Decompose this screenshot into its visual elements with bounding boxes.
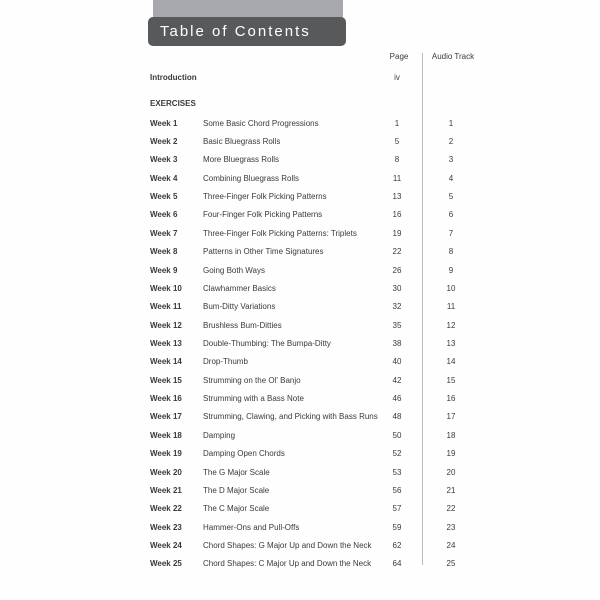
audio-track-number: 25 [446, 559, 456, 569]
toc-row [148, 353, 479, 371]
toc-row [148, 132, 479, 150]
audio-track-number: 13 [446, 338, 456, 348]
introduction-row [148, 68, 479, 86]
week-label: Week 10 [150, 283, 182, 293]
toc-row [148, 408, 479, 426]
page-number: 8 [394, 155, 400, 165]
week-label: Week 6 [150, 210, 178, 220]
exercise-title: Basic Bluegrass Rolls [203, 137, 281, 147]
toc-row [148, 481, 479, 499]
toc-row [148, 426, 479, 444]
audio-track-number: 11 [446, 302, 456, 312]
toc-row [148, 371, 479, 389]
column-header-audio-track: Audio Track [431, 52, 475, 61]
introduction-page-number: iv [394, 72, 400, 82]
page-number: 62 [392, 540, 402, 550]
week-label: Week 14 [150, 357, 182, 367]
toc-row [148, 279, 479, 297]
week-label: Week 17 [150, 412, 182, 422]
exercise-title: Damping [203, 430, 236, 440]
exercise-title: Clawhammer Basics [203, 283, 276, 293]
exercise-title: Chord Shapes: G Major Up and Down the Neck [203, 540, 372, 550]
toc-row [148, 518, 479, 536]
week-label: Week 23 [150, 522, 182, 532]
exercise-title: Bum-Ditty Variations [203, 302, 276, 312]
exercise-title: Drop-Thumb [203, 357, 248, 367]
week-label: Week 18 [150, 430, 182, 440]
page-number: 5 [394, 137, 400, 147]
page-number: 35 [392, 320, 402, 330]
toc-row [148, 206, 479, 224]
column-header-page: Page [381, 52, 417, 600]
audio-track-number: 15 [446, 375, 456, 385]
exercise-title: Patterns in Other Time Signatures [203, 247, 324, 257]
audio-track-number: 22 [446, 504, 456, 514]
exercise-title: Double-Thumbing: The Bumpa-Ditty [203, 338, 331, 348]
page-number: 30 [392, 283, 402, 293]
week-label: Week 25 [150, 559, 182, 569]
audio-track-number: 8 [448, 247, 454, 257]
week-label: Week 24 [150, 540, 182, 550]
audio-track-number: 14 [446, 357, 456, 367]
audio-track-number: 5 [448, 192, 454, 202]
audio-track-number: 24 [446, 540, 456, 550]
exercise-title: Going Both Ways [203, 265, 265, 275]
toc-row [148, 316, 479, 334]
exercise-title: Some Basic Chord Progressions [203, 118, 319, 128]
header-accent-bar [153, 0, 343, 17]
page-number: 59 [392, 522, 402, 532]
audio-track-number: 20 [446, 467, 456, 477]
toc-row [148, 444, 479, 462]
week-label: Week 2 [150, 137, 178, 147]
toc-row [148, 500, 479, 518]
page-number: 11 [392, 173, 402, 183]
toc-row [148, 224, 479, 242]
toc-row [148, 169, 479, 187]
week-label: Week 20 [150, 467, 182, 477]
page-number: 57 [392, 504, 402, 514]
toc-row [148, 243, 479, 261]
page-title-text: Table of Contents [160, 23, 311, 40]
audio-track-number: 7 [448, 228, 454, 238]
audio-track-number: 3 [448, 155, 454, 165]
page-number: 26 [392, 265, 402, 275]
toc-row [148, 298, 479, 316]
page-number: 64 [392, 559, 402, 569]
week-label: Week 13 [150, 338, 182, 348]
exercise-title: Chord Shapes: C Major Up and Down the Neck [203, 559, 372, 569]
exercise-title: The D Major Scale [203, 485, 270, 495]
week-label: Week 9 [150, 265, 178, 275]
toc-row [148, 389, 479, 407]
page-number: 53 [392, 467, 402, 477]
page-number: 22 [392, 247, 402, 257]
toc-row [148, 261, 479, 279]
week-label: Week 8 [150, 247, 178, 257]
week-label: Week 1 [150, 118, 178, 128]
week-label: Week 4 [150, 173, 178, 183]
week-label: Week 15 [150, 375, 182, 385]
week-label: Week 5 [150, 192, 178, 202]
toc-row [148, 187, 479, 205]
page-number: 19 [392, 228, 402, 238]
toc-row [148, 334, 479, 352]
exercise-title: Strumming, Clawing, and Picking with Bass Runs [203, 412, 378, 422]
page-number: 32 [392, 302, 402, 312]
exercise-title: Three-Finger Folk Picking Patterns: Triplets [203, 228, 357, 238]
week-label: Week 7 [150, 228, 178, 238]
audio-track-number: 4 [448, 173, 454, 183]
audio-track-number: 18 [446, 430, 456, 440]
page-number: 42 [392, 375, 402, 385]
audio-track-number: 10 [446, 283, 456, 293]
audio-track-number: 12 [446, 320, 456, 330]
exercise-title: Combining Bluegrass Rolls [203, 173, 300, 183]
page-number: 50 [392, 430, 402, 440]
audio-track-number: 19 [446, 449, 456, 459]
page-number: 48 [392, 412, 402, 422]
week-label: Week 21 [150, 485, 182, 495]
exercise-title: The C Major Scale [203, 504, 270, 514]
toc-row [148, 536, 479, 554]
page-number: 52 [392, 449, 402, 459]
page-number: 46 [392, 394, 402, 404]
page-title [148, 17, 346, 46]
audio-track-number: 1 [448, 118, 454, 128]
week-label: Week 11 [150, 302, 182, 312]
exercise-title: Hammer-Ons and Pull-Offs [203, 522, 300, 532]
audio-track-number: 16 [446, 394, 456, 404]
page-number: 1 [394, 118, 400, 128]
week-label: Week 16 [150, 394, 182, 404]
exercise-title: Brushless Bum-Ditties [203, 320, 282, 330]
audio-track-number: 2 [448, 137, 454, 147]
exercise-title: Strumming with a Bass Note [203, 394, 304, 404]
page-number: 38 [392, 338, 402, 348]
audio-track-number: 9 [448, 265, 454, 275]
audio-track-number: 17 [446, 412, 456, 422]
exercises-section-row [148, 94, 479, 112]
week-label: Week 22 [150, 504, 182, 514]
exercise-title: More Bluegrass Rolls [203, 155, 280, 165]
page-number: 56 [392, 485, 402, 495]
page-number: 40 [392, 357, 402, 367]
exercise-title: Strumming on the Ol' Banjo [203, 375, 301, 385]
page-number: 16 [392, 210, 402, 220]
page-number: 13 [392, 192, 402, 202]
toc-row [148, 114, 479, 132]
exercise-title: Four-Finger Folk Picking Patterns [203, 210, 323, 220]
introduction-label: Introduction [150, 72, 197, 82]
exercises-section-label: EXERCISES [150, 98, 196, 108]
audio-track-number: 21 [446, 485, 456, 495]
exercise-title: Damping Open Chords [203, 449, 285, 459]
week-label: Week 12 [150, 320, 182, 330]
week-label: Week 19 [150, 449, 182, 459]
exercise-title: Three-Finger Folk Picking Patterns [203, 192, 327, 202]
audio-track-number: 6 [448, 210, 454, 220]
toc-row [148, 151, 479, 169]
audio-track-number: 23 [446, 522, 456, 532]
toc-rows [148, 114, 479, 573]
toc-row [148, 555, 479, 573]
exercise-title: The G Major Scale [203, 467, 270, 477]
week-label: Week 3 [150, 155, 178, 165]
toc-row [148, 463, 479, 481]
